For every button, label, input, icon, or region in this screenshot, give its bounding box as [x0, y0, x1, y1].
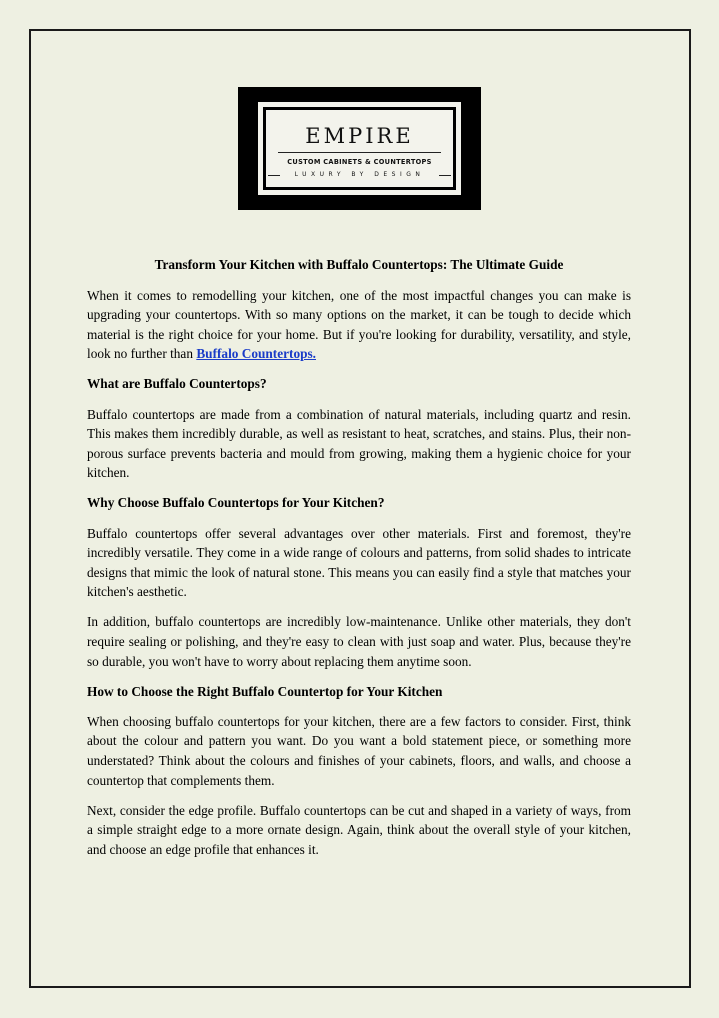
intro-paragraph	[87, 286, 631, 364]
section-heading-why: Why Choose Buffalo Countertops for Your Kitchen?	[87, 495, 385, 511]
company-logo	[238, 87, 481, 210]
logo-inner-frame	[263, 107, 456, 190]
logo-panel	[266, 110, 453, 187]
logo-frame	[258, 102, 461, 195]
section-how-paragraph-2: Next, consider the edge profile. Buffalo countertops can be cut and shaped in a variety of ways, from a simple straight edge to a more ornate design. Again, think about the overall style of your kitchen, and choose an edge profile that enhances it.	[87, 802, 631, 857]
section-why-paragraph-1: Buffalo countertops offer several advantages over other materials. First and foremost, they're incredibly versatile. They come in a wide range of colours and patterns, from solid shades to intricate designs that mimic the look of natural stone. This means you can easily find a style that matches your kitchen's aesthetic.	[87, 525, 631, 600]
logo-tagline: LUXURY BY DESIGN	[294, 171, 425, 178]
logo-tagline-row	[266, 171, 453, 179]
section-how-paragraph-1: When choosing buffalo countertops for your kitchen, there are a few factors to consider. First, think about the colour and pattern you want. Do you want a bold statement piece, or something more understated? Think about the colours and finishes of your cabinets, floors, and walls, and choose a countertop that complements them.	[87, 713, 631, 788]
section-why-paragraph-2: In addition, buffalo countertops are incredibly low-maintenance. Unlike other materials, they don't require sealing or polishing, and they're easy to clean with just soap and water. Plus, because they're so durable, you won't have to worry about replacing them anytime soon.	[87, 614, 631, 669]
section-what-paragraph-1: Buffalo countertops are made from a combination of natural materials, including quartz and resin. This makes them incredibly durable, as well as resistant to heat, scratches, and stains. Plus, their non-porous surface prevents bacteria and mould from growing, making them a hygienic choice for your kitchen.	[87, 406, 631, 481]
logo-wordmark: EMPIRE	[305, 124, 414, 148]
logo-subtitle: CUSTOM CABINETS & COUNTERTOPS	[287, 158, 432, 166]
logo-tagline-rule-right	[439, 175, 451, 176]
section-heading-what: What are Buffalo Countertops?	[87, 376, 267, 392]
logo-divider	[278, 152, 441, 153]
intro-text: When it comes to remodelling your kitchen, one of the most impactful changes you can make is upgrading your countertops. With so many options on the market, it can be tough to decide which material is the right choice for your home. But if you're looking for durability, versatility, and style, look no further than	[87, 287, 631, 362]
section-heading-how: How to Choose the Right Buffalo Countertop for Your Kitchen	[87, 683, 443, 699]
article-body	[87, 255, 631, 870]
article-title: Transform Your Kitchen with Buffalo Countertops: The Ultimate Guide	[154, 257, 564, 272]
buffalo-countertops-link[interactable]: Buffalo Countertops.	[196, 346, 316, 362]
